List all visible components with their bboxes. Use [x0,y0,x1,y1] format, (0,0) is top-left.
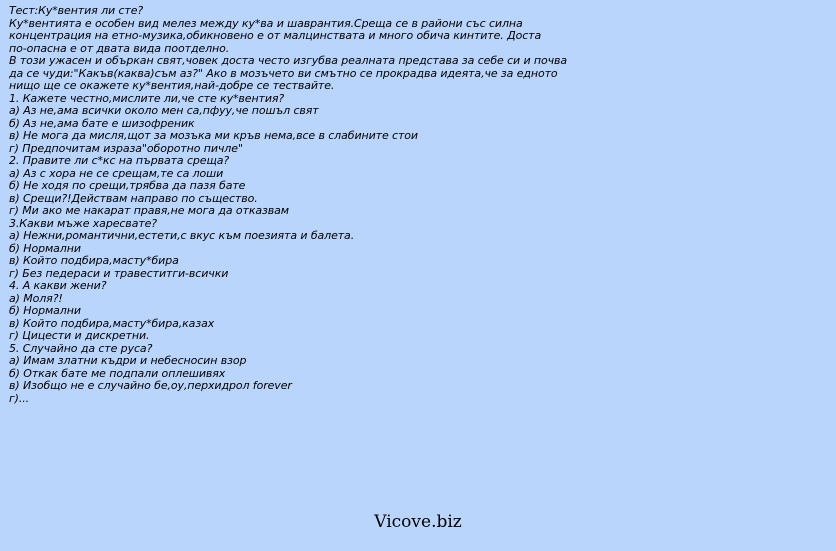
site-watermark: Vicove.biz [374,512,462,532]
joke-line: а) Аз не,ама всички около мен са,пфуу,че пошъл свят [9,104,319,117]
joke-text [9,5,829,405]
joke-line: г) Ми ако ме накарат правя,не мога да отказвам [9,204,289,217]
joke-line: а) Аз с хора не се срещам,те са лоши [9,166,224,180]
joke-line: б) Нормални [9,304,81,317]
joke-line: 4. А какви жени? [9,279,107,292]
joke-line: Ку*вентията е особен вид мелез между ку*ва и шаврантия.Среща се в райони със силна [9,16,523,30]
joke-line: 2. Правите ли с*кс на първата среща? [9,154,230,167]
joke-line: г) Предпочитам израза"оборотно пичле" [9,141,243,155]
joke-line: б) Не ходя по срещи,трябва да пазя бате [9,179,246,192]
joke-line: по-опасна е от двата вида поотделно. [9,41,230,55]
joke-line: 1. Кажете честно,мислите ли,че сте ку*вентия? [9,91,285,105]
joke-line: в) Изобщо не е случайно бе,оу,перхидрол forever [9,379,292,392]
joke-line: а) Нежни,романтични,естети,с вкус към поезията и балета. [9,229,355,242]
joke-line: б) Откак бате ме подпали оплешивях [9,366,226,380]
joke-line: г) Цицести и дискретни. [9,329,150,342]
joke-line: в) Който подбира,масту*бира,казах [9,316,215,330]
joke-line: Тест:Ку*вентия ли сте? [9,4,144,17]
joke-line: г)... [9,391,30,405]
joke-line: а) Моля?! [9,291,63,305]
joke-line: да се чуди:"Какъв(каква)съм аз?" Ако в мозъчето ви смътно се прокрадва идеята,че за едното [9,66,558,80]
joke-line: 5. Случайно да сте руса? [9,341,153,355]
joke-line: в) Срещи?!Действам направо по същество. [9,191,258,205]
joke-line: б) Аз не,ама бате е шизофреник [9,116,195,130]
joke-line: в) Който подбира,масту*бира [9,254,179,267]
joke-line: 3.Какви мъже харесвате? [9,216,158,230]
joke-line: в) Не мога да мисля,щот за мозъка ми кръв нема,все в слабините стои [9,129,418,142]
joke-line: В този ужасен и объркан свят,човек доста често изгубва реалната представа за себе си и почва [9,54,568,67]
joke-line: а) Имам златни къдри и небесносин взор [9,354,247,367]
joke-line: г) Без педераси и травеститги-всички [9,266,229,280]
joke-line: концентрация на етно-музика,обикновено е от малцинствата и много обича кинтите. Доста [9,29,542,42]
joke-line: б) Нормални [9,241,81,255]
joke-line: нищо ще се окажете ку*вентия,най-добре се тествайте. [9,79,335,92]
